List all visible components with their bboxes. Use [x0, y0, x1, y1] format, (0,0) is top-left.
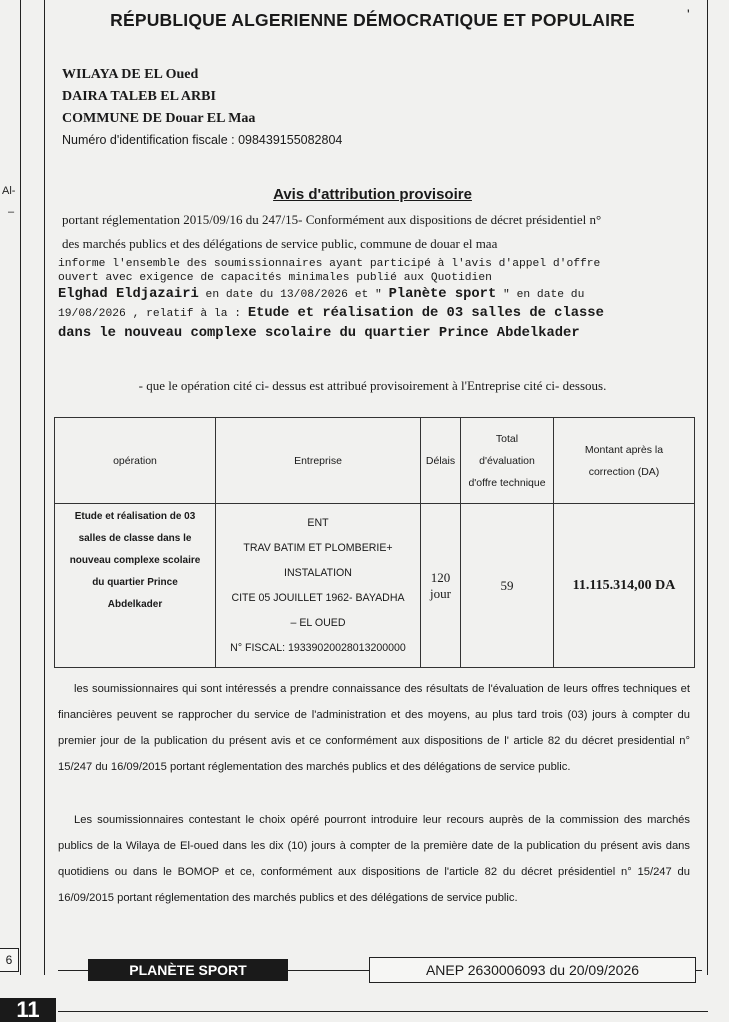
bottom-rule — [58, 1011, 708, 1012]
operation-name: dans le nouveau complexe scolaire du quartier Prince Abdelkader — [58, 326, 580, 341]
avis-line: Elghad Eldjazairi en date du 13/08/2026 et " Planète sport " en date du — [58, 287, 585, 302]
header-montant: Montant après la correction (DA) — [554, 418, 695, 504]
commune-line: COMMUNE DE Douar EL Maa — [62, 111, 256, 126]
cell-operation: Etude et réalisation de 03 salles de classe dans le nouveau complexe scolaire du quartier Prince Abdelkader — [55, 504, 216, 668]
cell-delais: 120 jour — [421, 504, 461, 668]
attribution-table — [54, 417, 695, 668]
avis-line: des marchés publics et des délégations de service public, commune de douar el maa — [62, 236, 498, 251]
avis-title: Avis d'attribution provisoire — [273, 186, 472, 203]
operation-name: Etude et réalisation de 03 salles de classe — [247, 306, 604, 321]
avis-line: ouvert avec exigence de capacités minimales publié aux Quotidien — [58, 272, 492, 284]
attribution-line: - que le opération cité ci- dessus est attribué provisoirement à l'Entreprise cité ci- dessous. — [138, 378, 607, 393]
header-delais: Délais — [421, 418, 461, 504]
table-header-row — [55, 418, 695, 504]
footer-anep-reference: ANEP 2630006093 du 20/09/2026 — [369, 957, 696, 983]
avis-line: informe l'ensemble des soumissionnaires ayant participé à l'avis d'appel d'offre — [58, 258, 601, 270]
cell-montant: 11.115.314,00 DA — [554, 504, 695, 668]
paragraph-consultation: les soumissionnaires qui sont intéressés a prendre connaissance des résultats de l'évaluation de leurs offres techniques et financières peuvent se rapprocher du service de l'administration et des moyens, au plus tard trois (03) jours à compter du premier jour de la publication du présent avis et ce conformément aux dispositions de l' article 82 du décret presidential n° 15/247 du 16/09/2015 portant réglementation des marchés publics et des délégations de service public. — [58, 683, 690, 773]
newspaper-name: Elghad Eldjazairi — [58, 287, 199, 302]
table-row — [55, 504, 695, 668]
left-column-fragment — [0, 0, 21, 975]
header-operation: opération — [55, 418, 216, 504]
left-column-text: – — [8, 206, 15, 218]
header-total: Total d'évaluation d'offre technique — [461, 418, 554, 504]
left-column-page-box: 6 — [0, 948, 19, 972]
avis-line: portant réglementation 2015/09/16 du 247/15- Conformément aux dispositions de décret présidentiel n° — [62, 212, 602, 227]
wilaya-line: WILAYA DE EL Oued — [62, 67, 199, 82]
left-column-text: Al- — [2, 185, 16, 197]
avis-line — [58, 326, 698, 341]
newspaper-name: Planète sport — [388, 287, 497, 302]
cell-entreprise: ENT TRAV BATIM ET PLOMBERIE+ INSTALATION CITE 05 JOUILLET 1962- BAYADHA – EL OUED N° FISCAL: 19339020028013200000 — [216, 504, 421, 668]
title-mark: ' — [687, 6, 690, 22]
daira-line: DAIRA TALEB EL ARBI — [62, 89, 216, 104]
header-entreprise: Entreprise — [216, 418, 421, 504]
cell-total: 59 — [461, 504, 554, 668]
avis-line: 19/08/2026 , relatif à la : Etude et réalisation de 03 salles de classe — [58, 306, 604, 321]
paragraph-recours: Les soumissionnaires contestant le choix opéré pourront introduire leur recours auprès de la commission des marchés publics de la Wilaya de El-oued dans les dix (10) jours à compter de la première date de la publication du présent avis dans quotidiens ou dans le BOMOP et ce, conformément aux dispositions de l'article 82 du décret présidentiel n° 15/247 du 16/09/2015 portant réglementation des marchés publics et des délégations de service public. — [58, 814, 690, 904]
page-number: 11 — [0, 998, 56, 1022]
footer-newspaper-label: PLANÈTE SPORT — [88, 959, 288, 981]
notice-title: RÉPUBLIQUE ALGERIENNE DÉMOCRATIQUE ET POPULAIRE — [110, 10, 635, 30]
fiscal-id-line: Numéro d'identification fiscale : 098439155082804 — [62, 133, 343, 147]
